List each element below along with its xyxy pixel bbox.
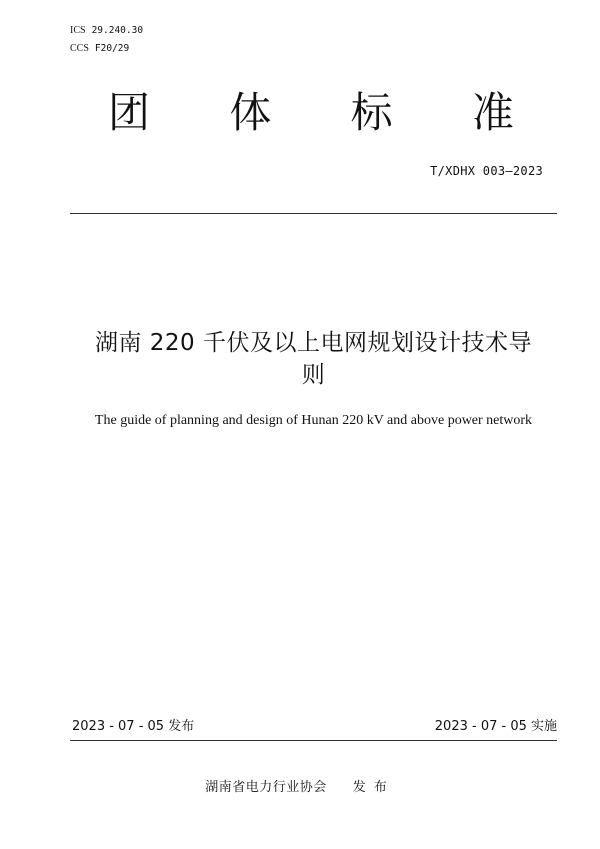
- ics-label: ICS: [70, 25, 86, 36]
- doc-type-char: 团: [108, 88, 151, 137]
- issue-date: 2023 - 07 - 05 发布: [72, 719, 195, 734]
- bottom-divider: [70, 740, 557, 741]
- ccs-label: CCS: [70, 43, 89, 54]
- top-divider: [70, 213, 557, 214]
- publisher-org: 湖南省电力行业协会: [205, 780, 327, 795]
- title-chinese: [70, 327, 557, 391]
- standard-number: T/XDHX 003—2023: [430, 164, 543, 178]
- ics-row: [70, 22, 143, 40]
- doc-type-char: 准: [471, 88, 514, 137]
- publisher-action: 发布: [352, 780, 395, 795]
- document-type-heading: [108, 82, 514, 138]
- doc-type-char: 标: [350, 88, 393, 137]
- implementation-date: 2023 - 07 - 05 实施: [434, 719, 557, 734]
- publisher-line: [0, 776, 600, 795]
- title-english: The guide of planning and design of Hunan 220 kV and above power network: [94, 413, 533, 428]
- classification-codes: [70, 22, 143, 58]
- title-chinese-line-2: 则: [301, 362, 326, 388]
- ics-code: 29.240.30: [91, 25, 144, 36]
- title-chinese-line-1: 湖南 220 千伏及以上电网规划设计技术导: [94, 330, 533, 356]
- doc-type-char: 体: [229, 88, 272, 137]
- ccs-code: F20/29: [94, 43, 130, 54]
- ccs-row: [70, 40, 143, 58]
